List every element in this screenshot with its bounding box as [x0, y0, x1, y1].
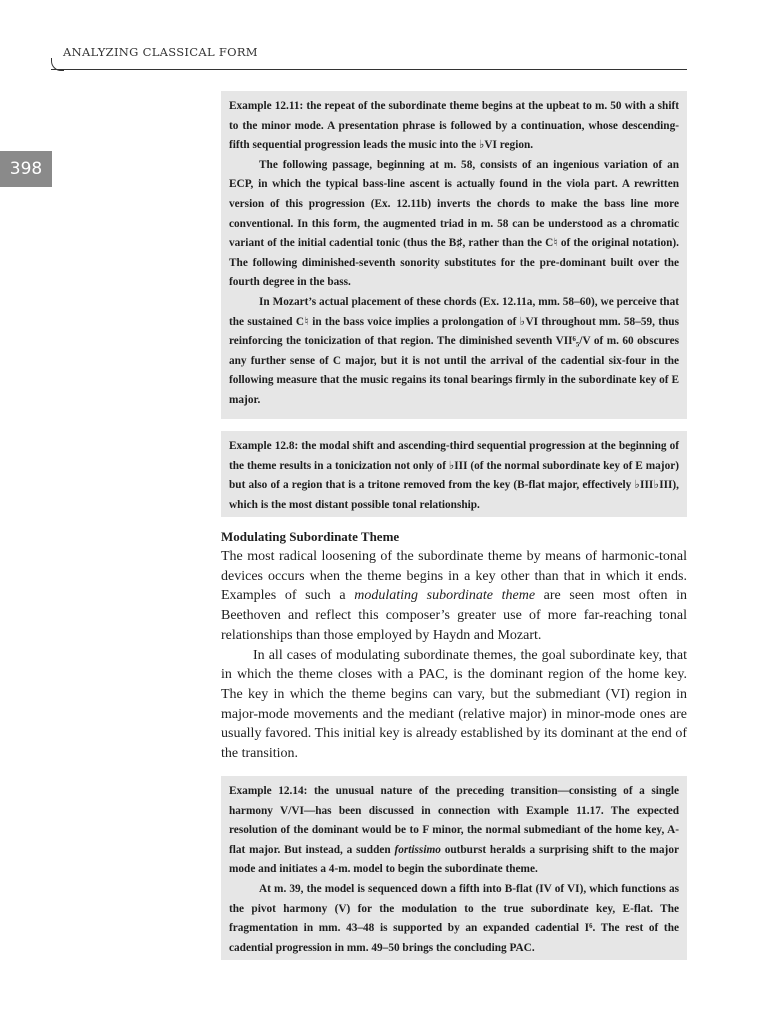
example-text: the unusual nature of the preceding transition—consisting of a single harmony V/VI—has been discussed in connection with Example 11.17. The expected resolution of the dominant would be to F minor, the normal submediant of the home key, A-flat major. But instead, a sudden [229, 785, 679, 856]
section-heading: Modulating Subordinate Theme [221, 529, 400, 544]
body-text: The most radical loosening of the subordinate theme by means of harmonic-tonal devices occurs when the theme begins in a key other than that in which it ends. Examples of such a [221, 549, 687, 604]
example-paragraph: At m. 39, the model is sequenced down a fifth into B-flat (IV of VI), which functions as the pivot harmony (V) for the modulation to the true subordinate key, E-flat. The fragmentation in mm. 43–48 is supported by an expanded cadential I⁶. The rest of the cadential progression in mm. 49–50 brings the concluding PAC. [229, 882, 679, 954]
example-paragraph: In Mozart’s actual placement of these chords (Ex. 12.11a, mm. 58–60), we perceive that the sustained C♮ in the bass voice implies a prolongation of ♭VI throughout mm. 58–59, thus reinforcing the tonicization of that region. The diminished seventh VII⁶₅/V of m. 60 obscures any further sense of C major, but it is not until the arrival of the cadential six-four in the following measure that the music regains its tonal bearings firmly in the subordinate key of E major. [229, 295, 679, 406]
example-box-12-8 [221, 431, 687, 517]
body-text: are seen most often in Beethoven and reflect this composer’s greater use of more far-reaching tonal relationships than those employed by Haydn and Mozart. [221, 588, 688, 643]
main-text [221, 527, 687, 764]
example-box-12-11 [221, 91, 687, 419]
example-paragraph [229, 782, 679, 880]
running-head: ANALYZING CLASSICAL FORM [63, 45, 258, 59]
example-text: outburst heralds a surprising shift to the major mode and initiates a 4-m. model to begin the subordinate theme. [229, 843, 679, 876]
example-paragraph [229, 437, 679, 515]
example-label: Example 12.14: [229, 785, 308, 797]
example-text: the modal shift and ascending-third sequential progression at the beginning of the theme results in a tonicization not only of ♭III (of the normal subordinate key of E major) but also of a region that is a tritone removed from the key (B-flat major, effectively ♭III♭III), which is the most distant possible tonal relationship. [229, 440, 679, 511]
example-text: : the repeat of the subordinate theme begins at the upbeat to m. 50 with a shift to the minor mode. A presentation phrase is followed by a continuation, whose descending-fifth sequential progression leads the music into the ♭VI region. [229, 100, 679, 152]
example-label: Example 12.11 [229, 100, 300, 112]
body-paragraph [221, 547, 687, 646]
emphasis-term: fortissimo [394, 843, 441, 856]
running-head-rule [51, 69, 687, 70]
example-paragraph: The following passage, beginning at m. 58, consists of an ingenious variation of an ECP, in which the typical bass-line ascent is actually found in the viola part. A rewritten version of this progression (Ex. 12.11b) inverts the chords to make the bass line more conventional. In this form, the augmented triad in m. 58 can be understood as a chromatic variant of the initial cadential tonic (thus the B♯, rather than the C♮ of the original notation). The following diminished-seventh sonority substitutes for the pre-dominant built over the fourth degree in the bass. [229, 158, 679, 289]
emphasis-term: modulating subordinate theme [354, 588, 536, 604]
example-label: Example 12.8: [229, 440, 299, 452]
page-number: 398 [9, 159, 43, 179]
example-box-12-14 [221, 776, 687, 960]
example-paragraph [229, 97, 679, 156]
page-number-tab [0, 151, 52, 187]
body-paragraph: In all cases of modulating subordinate themes, the goal subordinate key, that in which the theme closes with a PAC, is the dominant region of the home key. The key in which the theme begins can vary, but the submediant (VI) region in major-mode movements and the mediant (relative major) in minor-mode ones are usually favored. This initial key is already established by its dominant at the end of the transition. [221, 647, 687, 762]
